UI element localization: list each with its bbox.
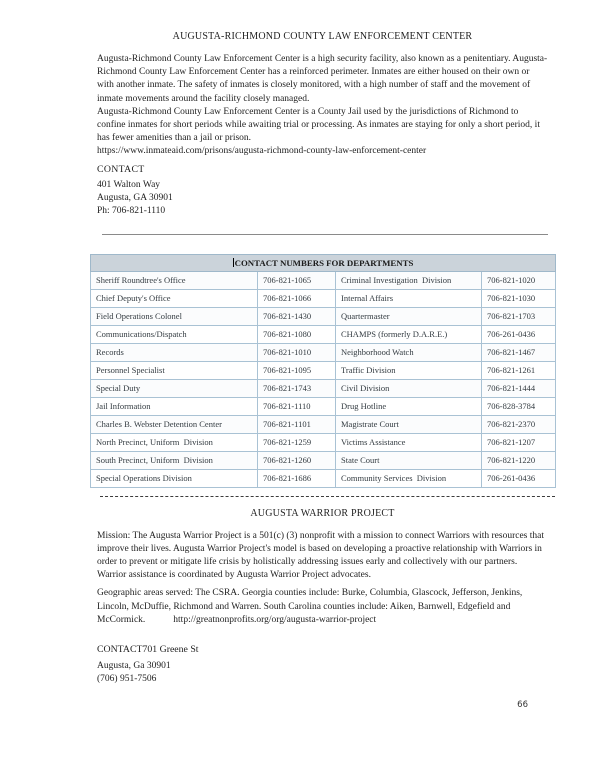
section-divider-dark bbox=[100, 496, 555, 497]
department-cell: Sheriff Roundtree's Office bbox=[91, 271, 258, 289]
phone-cell: 706-821-1259 bbox=[258, 433, 336, 451]
phone-cell: 706-821-1095 bbox=[258, 361, 336, 379]
table-row bbox=[91, 379, 556, 397]
table-row bbox=[91, 307, 556, 325]
phone-cell: 706-821-1261 bbox=[482, 361, 556, 379]
phone-cell: 706-261-0436 bbox=[482, 325, 556, 343]
departments-table-body bbox=[91, 271, 556, 487]
section-divider-gray bbox=[102, 234, 548, 235]
contact-phone: Ph: 706-821-1110 bbox=[97, 205, 166, 216]
department-cell: Victims Assistance bbox=[336, 433, 482, 451]
geographic-paragraph bbox=[97, 587, 548, 627]
table-row bbox=[91, 325, 556, 343]
table-row bbox=[91, 469, 556, 487]
department-cell: Communications/Dispatch bbox=[91, 325, 258, 343]
department-cell: Quartermaster bbox=[336, 307, 482, 325]
section2-contact-line: CONTACT701 Greene St bbox=[97, 644, 199, 656]
phone-cell: 706-821-1444 bbox=[482, 379, 556, 397]
department-cell: Magistrate Court bbox=[336, 415, 482, 433]
phone-cell: 706-821-1430 bbox=[258, 307, 336, 325]
phone-cell: 706-821-1686 bbox=[258, 469, 336, 487]
phone-cell: 706-821-1467 bbox=[482, 343, 556, 361]
mission-paragraph: Mission: The Augusta Warrior Project is a 501(c) (3) nonprofit with a mission to connect Warriors with resources that improve their lives. Augusta Warrior Project's model is based on developing a proactive relationship with Warriors in order to prevent or mitigate life crisis by holistically addressing issues early and collectively with our partners. Warrior assistance is coordinated by Augusta Warrior Project advocates. bbox=[97, 530, 544, 581]
section2-address-block bbox=[97, 660, 548, 686]
phone-cell: 706-821-1010 bbox=[258, 343, 336, 361]
section1-paragraph-1: Augusta-Richmond County Law Enforcement Center is a high security facility, also known as a penitentiary. Augusta-Richmond County Law Enforcement Center has a reinforced perimeter. Inmates are either housed on their own or with another inmate. The safety of inmates is closely monitored, with a high number of staff and the movement of inmate movements around the facility closely managed. bbox=[97, 54, 548, 104]
geographic-text: Geographic areas served: The CSRA. Georgia counties include: Burke, Columbia, Glascock, Jefferson, Jenkins, Lincoln, McDuffie, Richmond and Warren. South Carolina counties include: Aiken, Barnwell, Edgefield and McCormick. bbox=[97, 588, 523, 625]
section1-title: AUGUSTA-RICHMOND COUNTY LAW ENFORCEMENT CENTER bbox=[172, 31, 473, 42]
phone-cell: 706-821-1030 bbox=[482, 289, 556, 307]
section2-title: AUGUSTA WARRIOR PROJECT bbox=[250, 507, 395, 519]
section2-url: http://greatnonprofits.org/org/augusta-warrior-project bbox=[173, 614, 377, 625]
phone-cell: 706-261-0436 bbox=[482, 469, 556, 487]
table-row bbox=[91, 289, 556, 307]
phone-cell: 706-828-3784 bbox=[482, 397, 556, 415]
phone-cell: 706-821-1110 bbox=[258, 397, 336, 415]
department-cell: Personnel Specialist bbox=[91, 361, 258, 379]
address-line-2: Augusta, GA 30901 bbox=[97, 192, 173, 203]
contact-heading: CONTACT bbox=[97, 163, 145, 175]
department-cell: Neighborhood Watch bbox=[336, 343, 482, 361]
departments-contact-table bbox=[90, 254, 556, 488]
department-cell: Community Services Division bbox=[336, 469, 482, 487]
table-header-cell bbox=[91, 254, 556, 271]
department-cell: Internal Affairs bbox=[336, 289, 482, 307]
table-title: CONTACT NUMBERS FOR DEPARTMENTS bbox=[234, 257, 414, 268]
table-row bbox=[91, 433, 556, 451]
department-cell: South Precinct, Uniform Division bbox=[91, 451, 258, 469]
phone-cell: 706-821-1703 bbox=[482, 307, 556, 325]
department-cell: Special Duty bbox=[91, 379, 258, 397]
department-cell: Jail Information bbox=[91, 397, 258, 415]
phone-cell: 706-821-1020 bbox=[482, 271, 556, 289]
department-cell: Traffic Division bbox=[336, 361, 482, 379]
section2-address-line: Augusta, Ga 30901 bbox=[97, 661, 171, 672]
department-cell: Field Operations Colonel bbox=[91, 307, 258, 325]
table-row bbox=[91, 397, 556, 415]
department-cell: Civil Division bbox=[336, 379, 482, 397]
table-header-row bbox=[91, 254, 556, 271]
phone-cell: 706-821-1066 bbox=[258, 289, 336, 307]
address-line-1: 401 Walton Way bbox=[97, 179, 161, 190]
phone-cell: 706-821-1207 bbox=[482, 433, 556, 451]
department-cell: Chief Deputy's Office bbox=[91, 289, 258, 307]
section1-paragraph-2: Augusta-Richmond County Law Enforcement Center is a County Jail used by the jurisdictions of Richmond to confine inmates for short periods while awaiting trial or processing. As inmates are staying for only a short period, it has fewer amenities than a jail or prison. bbox=[97, 106, 540, 144]
department-cell: Charles B. Webster Detention Center bbox=[91, 415, 258, 433]
page-number: 66 bbox=[517, 700, 528, 711]
table-row bbox=[91, 415, 556, 433]
table-row bbox=[91, 361, 556, 379]
department-cell: CHAMPS (formerly D.A.R.E.) bbox=[336, 325, 482, 343]
phone-cell: 706-821-1080 bbox=[258, 325, 336, 343]
text-cursor bbox=[233, 258, 234, 267]
phone-cell: 706-821-1260 bbox=[258, 451, 336, 469]
phone-cell: 706-821-2370 bbox=[482, 415, 556, 433]
department-cell: Drug Hotline bbox=[336, 397, 482, 415]
department-cell: Criminal Investigation Division bbox=[336, 271, 482, 289]
department-cell: North Precinct, Uniform Division bbox=[91, 433, 258, 451]
section1-url: https://www.inmateaid.com/prisons/augusta-richmond-county-law-enforcement-center bbox=[97, 146, 427, 157]
department-cell: Records bbox=[91, 343, 258, 361]
phone-cell: 706-821-1220 bbox=[482, 451, 556, 469]
contact-address-block bbox=[97, 179, 548, 218]
phone-cell: 706-821-1065 bbox=[258, 271, 336, 289]
table-row bbox=[91, 451, 556, 469]
table-row bbox=[91, 343, 556, 361]
section2-phone: (706) 951-7506 bbox=[97, 674, 157, 685]
phone-cell: 706-821-1101 bbox=[258, 415, 336, 433]
phone-cell: 706-821-1743 bbox=[258, 379, 336, 397]
department-cell: State Court bbox=[336, 451, 482, 469]
table-row bbox=[91, 271, 556, 289]
department-cell: Special Operations Division bbox=[91, 469, 258, 487]
